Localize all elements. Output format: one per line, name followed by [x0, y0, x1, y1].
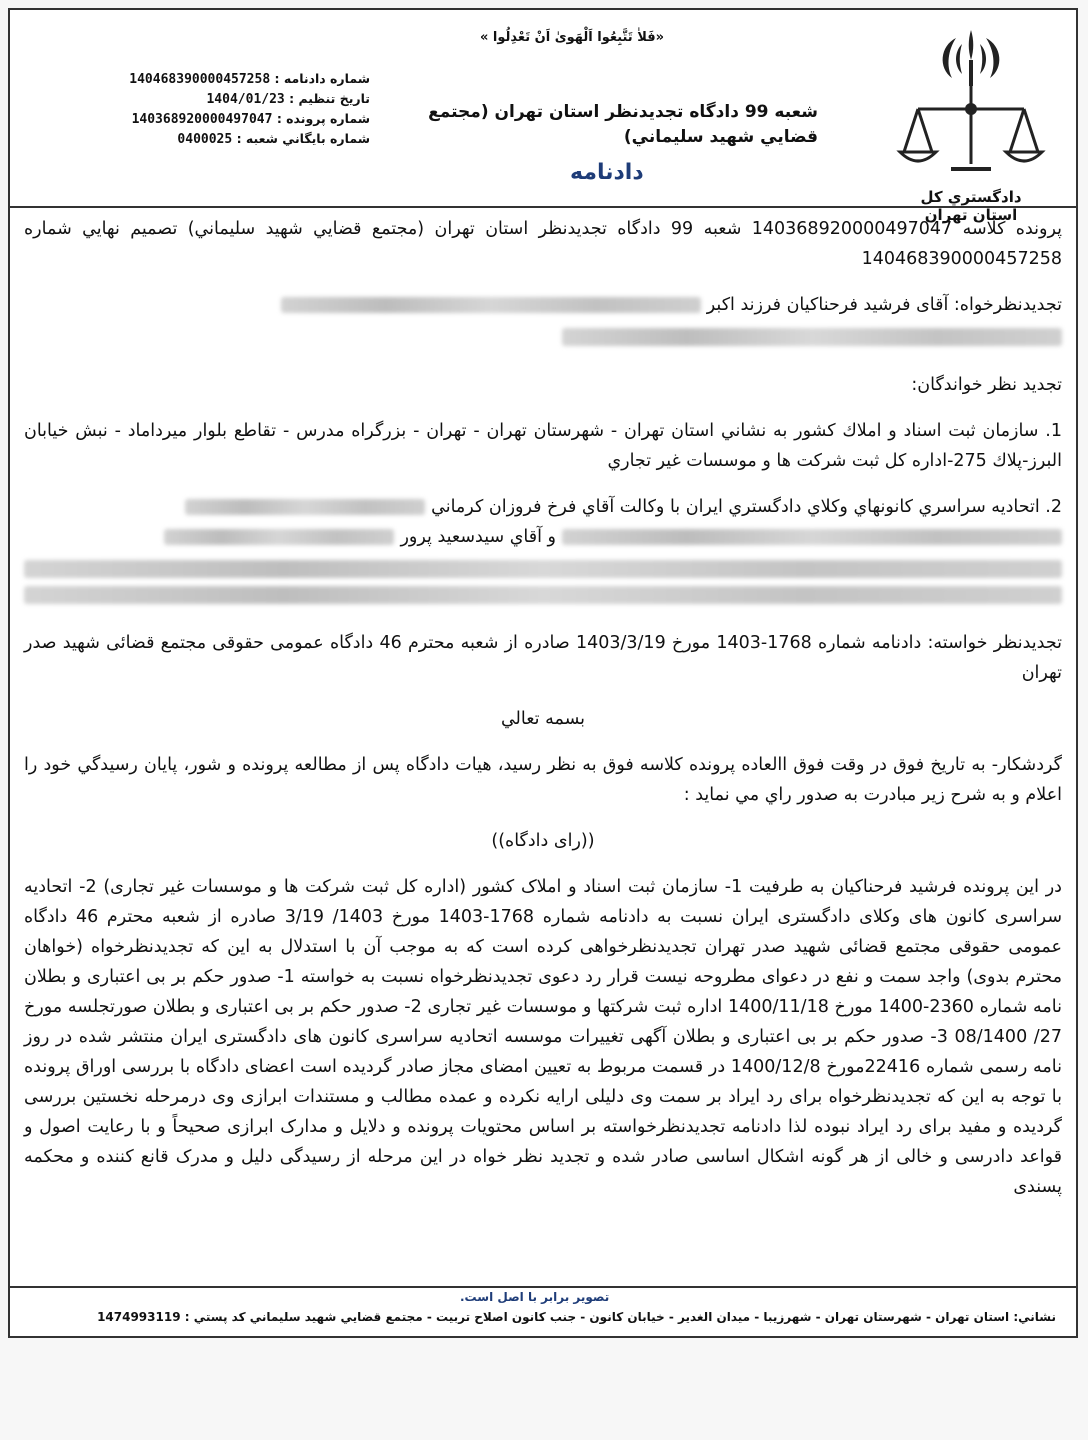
document-title: دادنامه — [570, 160, 644, 185]
meta-value: 1404/01/23 — [206, 91, 285, 107]
meta-label: شماره پرونده : — [276, 110, 370, 126]
redacted-block — [185, 499, 425, 515]
respondents-title: تجديد نظر خواندگان: — [911, 375, 1062, 395]
respondent-2 — [24, 492, 1062, 522]
respondent-2-cont-text: و آقاي سيدسعيد پرور — [400, 527, 556, 547]
case-report: گردشكار- به تاريخ فوق در وقت فوق االعاده پرونده كلاسه فوق به نظر رسيد، هيات دادگاه پس از مطالعه پرونده و شور، پايان رسيدگي خود را اعلام و به شرح زير مبادرت به صدور راي مي نمايد : — [24, 755, 1062, 805]
redacted-block — [281, 297, 701, 313]
document-footer — [10, 1286, 1076, 1336]
meta-row — [100, 130, 370, 150]
respondent-1: 1. سازمان ثبت اسناد و املاك كشور به نشاني استان تهران - شهرستان تهران - تهران - بزرگراه مدرس - تقاطع بلوار ميرداماد - نبش خيابان البرز-پلاك 275-اداره كل ثبت شركت ها و موسسات غير تجاري — [24, 421, 1062, 471]
redacted-block — [562, 529, 1062, 545]
document-body — [24, 214, 1062, 1202]
court-address: نشاني: استان تهران - شهرستان تهران - شهرزيبا - ميدان الغدير - خيابان كانون - جنب كانون اصلاح تربيت - مجتمع قضايي شهيد سليماني كد پستي : 1474993119 — [97, 1310, 1056, 1324]
verdict-text: در اين پرونده فرشيد فرحناكيان به طرفيت 1- سازمان ثبت اسناد و املاک كشور (اداره كل ثبت شركت ها و موسسات غير تجاری) 2- اتحاديه سراسری كانون های وكلای دادگستری ايران نسبت به دادنامه شماره 1768-1403 مورخ 1403/ 3/19 صادره از شعبه محترم 46 دادگاه عمومی حقوقی مجتمع قضائی شهيد صدر تهران تجديدنظرخواهی كرده است كه به موجب آن با استدلال به اين كه تجديدنظرخواه (خواهان محترم بدوی) واجد سمت و نفع در دعوای مطروحه نيست قرار رد دعوی تجديدنظرخواه نسبت به خواسته 1- صدور حكم بر بی اعتباری و بطلان نامه شماره 2360-1400 مورخ 1400/11/18 اداره ثبت شركتها و موسسات غير تجاری 2- صدور حكم بر بی اعتباری و بطلان صورتجلسه مورخ 27/ 08/1400 3- صدور حكم بر بی اعتباری و بطلان آگهی تغييرات موسسه اتحاديه سراسری كانون های دادگستری ايران منتشر شده در روز نامه رسمی شماره 22416مورخ 1400/12/8 در قسمت مربوط به تعيين امضای مجاز صادر گرديده است اعضای دادگاه با بررسی اوراق پرونده با توجه به اين كه تجديدنظرخواه برای رد ايراد بر سمت وی دليلی ارايه نكرده و عمده مطالب و مستندات ابرازی وی درمرحله نخستين بررسی گرديده و مفيد برای رد ايراد نبوده لذا دادنامه تجديدنظرخواسته بر اساس محتويات پرونده و دلايل و مدارک ابرازی صحيحاً و با رعايت اصول و قواعد دادرسی و خالی از هر گونه اشكال اساسی صادر شده و تجديد نظر خواه در اين مرحله از رسيدگی دليل و مدرک قانع كننده و محكمه پسندی — [24, 877, 1062, 1197]
appellant-text: تجديدنظرخواه: آقای فرشيد فرحناكيان فرزند اكبر — [706, 295, 1062, 315]
scales-of-justice-icon — [896, 24, 1046, 184]
meta-label: شماره بايگاني شعبه : — [236, 130, 370, 146]
meta-label: تاريخ تنظيم : — [289, 90, 370, 106]
certified-copy-note: تصوير برابر با اصل است. — [460, 1290, 610, 1304]
meta-value: 140468390000457258 — [129, 72, 271, 87]
document-header — [10, 10, 1076, 224]
meta-row — [100, 70, 370, 90]
quran-verse: «فَلاٰ تَتَّبِعُوا اَلْهَوىٰ اَنْ تَعْدِلُوا » — [480, 30, 664, 45]
meta-value: 140368920000497047 — [131, 111, 273, 127]
meta-value: 0400025 — [177, 131, 233, 147]
meta-row — [100, 110, 370, 130]
respondent-2-cont — [24, 522, 1062, 552]
judiciary-emblem — [896, 24, 1046, 224]
document-metadata — [100, 70, 370, 149]
respondent-2-text: 2. اتحاديه سراسري كانونهاي وكلاي دادگستري ايران با وكالت آقاي فرخ فروزان كرماني — [431, 497, 1062, 517]
emblem-caption: دادگستري كل استان تهران — [920, 188, 1022, 224]
redacted-block — [164, 529, 394, 545]
redacted-line — [24, 586, 1062, 604]
meta-label: شماره دادنامه : — [274, 71, 370, 86]
meta-row — [100, 90, 370, 110]
court-branch: شعبه 99 دادگاه تجديدنظر استان تهران (مجتمع قضايي شهيد سليماني) — [428, 102, 818, 147]
appellant-line — [24, 290, 1062, 320]
court-document — [8, 8, 1078, 1338]
case-paragraph: پرونده كلاسه 140368920000497047 شعبه 99 دادگاه تجديدنظر استان تهران (مجتمع قضايي شهيد سليماني) تصميم نهايي شماره 140468390000457258 — [24, 219, 1062, 269]
redacted-line — [562, 328, 1062, 346]
verdict-title: ((راى دادگاه)) — [491, 831, 595, 851]
redacted-line — [24, 560, 1062, 578]
bismillah: بسمه تعالي — [500, 709, 586, 729]
appeal-subject: تجديدنظر خواسته: دادنامه شماره 1768-1403 مورخ 1403/3/19 صادره از شعبه محترم 46 دادگاه عمومی حقوقی مجتمع قضائی شهيد صدر تهران — [24, 633, 1062, 683]
